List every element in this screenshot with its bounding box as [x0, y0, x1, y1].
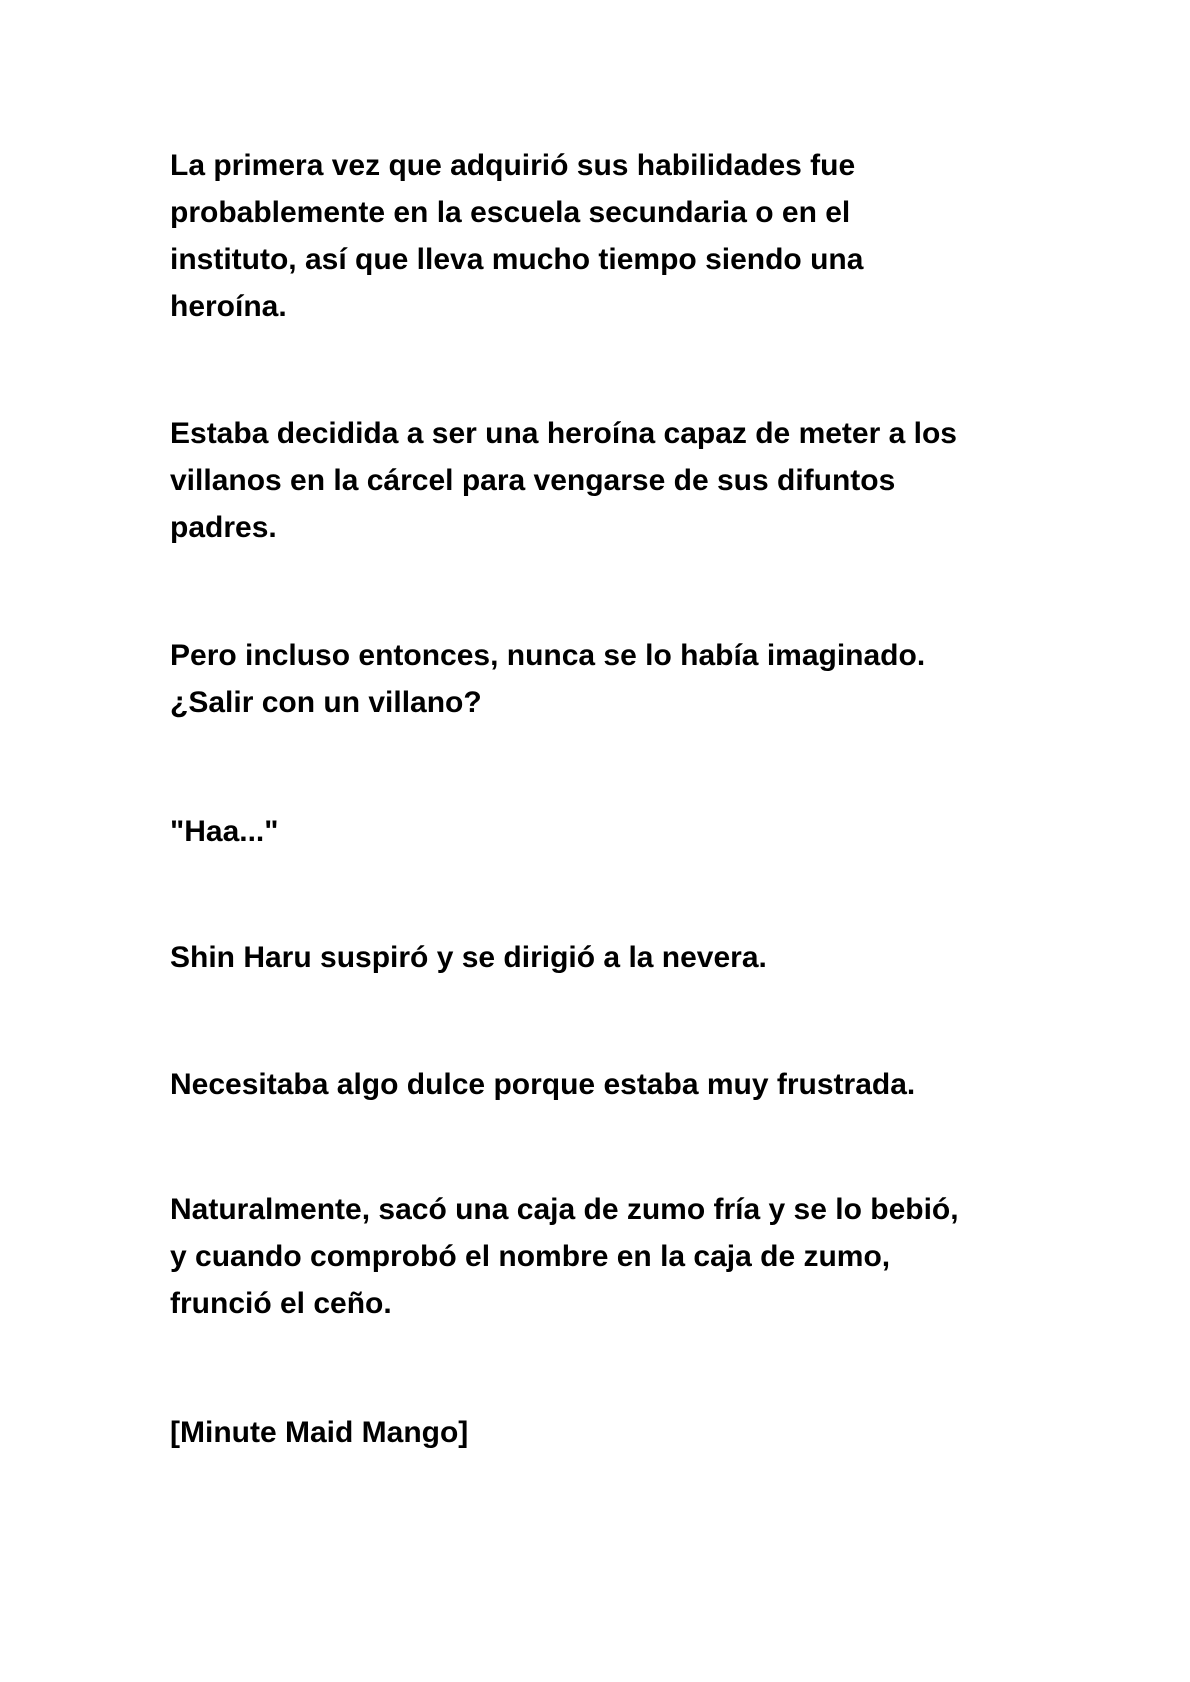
text-line: instituto, así que lleva mucho tiempo siendo una [170, 243, 864, 276]
paragraph [170, 632, 1070, 726]
paragraph [170, 142, 1070, 330]
text-line: probablemente en la escuela secundaria o en el [170, 196, 851, 229]
text-line: La primera vez que adquirió sus habilidades fue [170, 149, 856, 182]
text-line: heroína. [170, 290, 287, 323]
text-line: Shin Haru suspiró y se dirigió a la nevera. [170, 941, 767, 974]
text-line: Estaba decidida a ser una heroína capaz de meter a los [170, 417, 957, 450]
text-line: Naturalmente, sacó una caja de zumo fría y se lo bebió, [170, 1193, 959, 1226]
text-line: Pero incluso entonces, nunca se lo había imaginado. [170, 639, 926, 672]
text-line: "Haa..." [170, 815, 279, 848]
paragraph [170, 934, 1070, 981]
text-line: [Minute Maid Mango] [170, 1416, 469, 1449]
paragraph [170, 410, 1070, 551]
text-line: villanos en la cárcel para vengarse de sus difuntos [170, 464, 896, 497]
text-line: Necesitaba algo dulce porque estaba muy frustrada. [170, 1068, 916, 1101]
paragraph [170, 808, 1070, 855]
text-line: ¿Salir con un villano? [170, 686, 482, 719]
text-line: padres. [170, 511, 277, 544]
paragraph [170, 1061, 1070, 1108]
paragraph [170, 1409, 1070, 1456]
text-line: y cuando comprobó el nombre en la caja de zumo, [170, 1240, 891, 1273]
text-line: frunció el ceño. [170, 1287, 392, 1320]
paragraph [170, 1186, 1070, 1327]
